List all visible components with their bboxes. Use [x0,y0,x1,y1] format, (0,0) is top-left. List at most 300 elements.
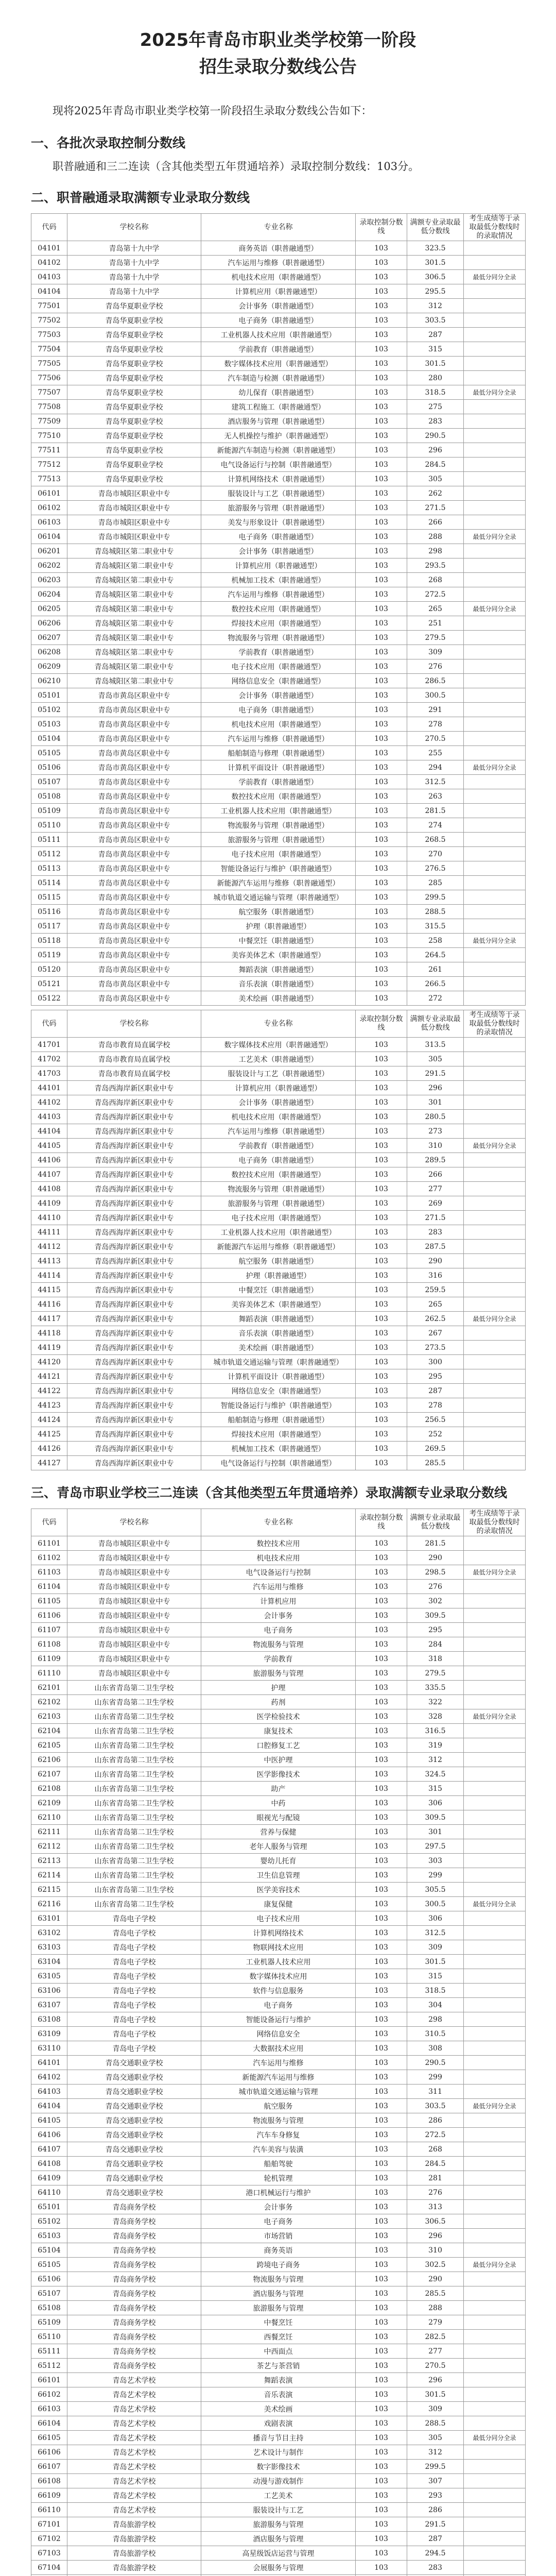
cell-min-score: 283 [407,1225,464,1240]
cell-min-score: 300.5 [407,1897,464,1911]
table-row [31,1825,526,1839]
cell-tie-rule [464,1738,526,1753]
cell-min-score: 276 [407,659,464,674]
table-row [31,2532,526,2546]
cell-school: 青岛西海岸新区职业中专 [67,1268,201,1283]
cell-min-score: 306 [407,1911,464,1926]
cell-tie-rule [464,746,526,760]
cell-school: 青岛市黄岛区职业中专 [67,962,201,977]
cell-major: 城市轨道交通运输与管理 [201,2084,356,2099]
cell-tie-rule [464,2359,526,2373]
cell-code: 44104 [31,1124,67,1139]
cell-school: 青岛西海岸新区职业中专 [67,1456,201,1470]
cell-control-line: 103 [356,847,407,861]
table-row [31,1955,526,1969]
cell-min-score: 278 [407,717,464,732]
cell-code: 44114 [31,1268,67,1283]
cell-control-line: 103 [356,1911,407,1926]
cell-tie-rule [464,1782,526,1796]
cell-min-score: 309 [407,2402,464,2416]
title-line-1: 2025年青岛市职业类学校第一阶段 [140,30,416,50]
table-row [31,1854,526,1868]
cell-school: 青岛西海岸新区职业中专 [67,1182,201,1196]
cell-major: 机电技术应用（职普融通型） [201,717,356,732]
cell-major: 汽车运用与维修 [201,2056,356,2070]
cell-min-score: 305 [407,472,464,486]
table-row [31,1652,526,1666]
cell-school: 青岛市黄岛区职业中专 [67,991,201,1006]
cell-school: 青岛第十九中学 [67,284,201,299]
cell-control-line: 103 [356,861,407,876]
cell-code: 05113 [31,861,67,876]
cell-major: 数字媒体技术应用（职普融通型） [201,357,356,371]
cell-tie-rule [464,1254,526,1268]
cell-control-line: 103 [356,1753,407,1767]
cell-major: 汽车美容与装潢 [201,2142,356,2157]
cell-code: 64106 [31,2128,67,2142]
cell-code: 65111 [31,2344,67,2359]
cell-tie-rule [464,1940,526,1955]
cell-code: 61107 [31,1623,67,1637]
table-row [31,2214,526,2229]
cell-control-line: 103 [356,1623,407,1637]
cell-tie-rule: 最低分同分全录 [464,1897,526,1911]
cell-code: 44115 [31,1283,67,1297]
cell-school: 青岛交通职业学校 [67,2142,201,2157]
header-tie-rule: 考生成绩等于录取最低分数线时的录取情况 [464,214,526,241]
cell-code: 62110 [31,1810,67,1825]
cell-code: 66108 [31,2474,67,2488]
table-row [31,1767,526,1782]
cell-control-line: 103 [356,357,407,371]
cell-tie-rule [464,1225,526,1240]
cell-tie-rule [464,1038,526,1052]
table-row [31,1940,526,1955]
cell-tie-rule [464,2056,526,2070]
cell-code: 67101 [31,2517,67,2532]
cell-code: 61108 [31,1637,67,1652]
cell-min-score: 288 [407,2301,464,2315]
cell-code: 44111 [31,1225,67,1240]
table-row [31,2099,526,2113]
cell-control-line: 103 [356,1854,407,1868]
cell-school: 青岛市黄岛区职业中专 [67,688,201,703]
cell-control-line: 103 [356,515,407,530]
cell-school: 青岛城阳区第二职业中专 [67,602,201,616]
cell-min-score: 274 [407,818,464,833]
cell-tie-rule [464,1623,526,1637]
cell-code: 41701 [31,1038,67,1052]
table-row [31,501,526,515]
cell-min-score: 309 [407,645,464,659]
cell-tie-rule [464,2402,526,2416]
cell-code: 06206 [31,616,67,631]
cell-min-score: 300.5 [407,688,464,703]
cell-major: 电子商务 [201,1998,356,2012]
cell-min-score: 281 [407,2171,464,2185]
cell-tie-rule [464,1413,526,1427]
cell-major: 美术绘画（职普融通型） [201,991,356,1006]
table-row [31,385,526,400]
cell-code: 66107 [31,2460,67,2474]
cell-school: 山东省青岛第二卫生学校 [67,1681,201,1695]
cell-major: 舞蹈表演（职普融通型） [201,962,356,977]
cell-school: 青岛西海岸新区职业中专 [67,1398,201,1413]
cell-code: 66105 [31,2431,67,2445]
cell-min-score: 286.5 [407,674,464,688]
table-row [31,861,526,876]
cell-school: 青岛市黄岛区职业中专 [67,833,201,847]
cell-control-line: 103 [356,1551,407,1565]
cell-school: 青岛城阳区第二职业中专 [67,587,201,602]
cell-major: 物流服务与管理 [201,2113,356,2128]
cell-code: 64110 [31,2185,67,2200]
table-header-row [31,1509,526,1536]
cell-min-score: 310 [407,2243,464,2258]
cell-school: 青岛市城阳区职业中专 [67,1551,201,1565]
cell-control-line: 103 [356,746,407,760]
table-row [31,1810,526,1825]
cell-tie-rule [464,1398,526,1413]
cell-min-score: 315.5 [407,919,464,934]
cell-tie-rule [464,688,526,703]
cell-major: 服装设计与工艺 [201,2503,356,2517]
table-row [31,1052,526,1066]
table-row [31,284,526,299]
cell-major: 智能设备运行与维护（职普融通型） [201,1398,356,1413]
cell-control-line: 103 [356,1955,407,1969]
cell-code: 44124 [31,1413,67,1427]
cell-tie-rule [464,2214,526,2229]
table-row [31,328,526,342]
cell-tie-rule [464,616,526,631]
cell-school: 青岛旅游学校 [67,2517,201,2532]
cell-min-score: 287.5 [407,1240,464,1254]
cell-control-line: 103 [356,645,407,659]
cell-min-score: 291 [407,703,464,717]
cell-major: 计算机应用 [201,1594,356,1608]
cell-control-line: 103 [356,1326,407,1341]
cell-code: 44118 [31,1326,67,1341]
cell-tie-rule [464,732,526,746]
cell-major: 物流服务与管理（职普融通型） [201,631,356,645]
table-row [31,2142,526,2157]
cell-min-score: 276 [407,1580,464,1594]
cell-tie-rule [464,241,526,256]
cell-code: 62116 [31,1897,67,1911]
cell-code: 44102 [31,1095,67,1110]
cell-major: 物流服务与管理（职普融通型） [201,1182,356,1196]
cell-code: 05101 [31,688,67,703]
cell-major: 音乐表演 [201,2387,356,2402]
cell-school: 青岛市城阳区职业中专 [67,1652,201,1666]
cell-school: 青岛交通职业学校 [67,2157,201,2171]
cell-school: 青岛商务学校 [67,2214,201,2229]
cell-code: 05122 [31,991,67,1006]
table-row [31,1608,526,1623]
table-row [31,847,526,861]
cell-control-line: 103 [356,1883,407,1897]
cell-major: 新能源汽车运用与维修（职普融通型） [201,876,356,890]
cell-tie-rule [464,486,526,501]
cell-school: 青岛城阳区第二职业中专 [67,558,201,573]
cell-major: 美容美体艺术（职普融通型） [201,948,356,962]
cell-tie-rule: 最低分同分全录 [464,1139,526,1153]
cell-school: 青岛市城阳区职业中专 [67,1565,201,1580]
cell-major: 物流服务与管理 [201,1637,356,1652]
cell-tie-rule [464,2041,526,2056]
cell-code: 44127 [31,1456,67,1470]
cell-code: 44121 [31,1369,67,1384]
cell-min-score: 284 [407,1637,464,1652]
table-row [31,645,526,659]
cell-tie-rule [464,2084,526,2099]
cell-major: 数控技术应用（职普融通型） [201,789,356,804]
cell-min-score: 301 [407,1825,464,1839]
table-row [31,1724,526,1738]
table-row [31,1268,526,1283]
cell-code: 44103 [31,1110,67,1124]
table-1-body [31,241,526,1006]
header-school: 学校名称 [67,1010,201,1038]
table-row [31,2561,526,2575]
cell-major: 艺术设计与制作 [201,2445,356,2460]
cell-control-line: 103 [356,2503,407,2517]
cell-code: 44122 [31,1384,67,1398]
cell-min-score: 271.5 [407,1211,464,1225]
cell-code: 44107 [31,1167,67,1182]
cell-min-score: 318 [407,1652,464,1666]
cell-tie-rule [464,2128,526,2142]
cell-school: 青岛电子学校 [67,2012,201,2027]
table-row [31,2200,526,2214]
cell-major: 数控技术应用（职普融通型） [201,602,356,616]
cell-code: 66101 [31,2373,67,2387]
cell-major: 舞蹈表演（职普融通型） [201,1312,356,1326]
cell-min-score: 290 [407,2272,464,2286]
cell-code: 77503 [31,328,67,342]
cell-tie-rule [464,1854,526,1868]
cell-min-score: 269 [407,1196,464,1211]
cell-tie-rule [464,2200,526,2214]
cell-control-line: 103 [356,2214,407,2229]
cell-tie-rule: 最低分同分全录 [464,2099,526,2113]
cell-school: 青岛市黄岛区职业中专 [67,847,201,861]
cell-code: 05110 [31,818,67,833]
table-row [31,659,526,674]
cell-school: 青岛市黄岛区职业中专 [67,789,201,804]
cell-major: 电子商务 [201,2214,356,2229]
cell-tie-rule [464,1442,526,1456]
cell-tie-rule [464,371,526,385]
cell-code: 06103 [31,515,67,530]
cell-code: 04104 [31,284,67,299]
cell-school: 青岛西海岸新区职业中专 [67,1369,201,1384]
cell-major: 音乐表演（职普融通型） [201,1326,356,1341]
table-row [31,1442,526,1456]
cell-major: 电子技术应用（职普融通型） [201,659,356,674]
cell-major: 美术绘画（职普融通型） [201,1341,356,1355]
cell-code: 06104 [31,530,67,544]
cell-min-score: 312 [407,1753,464,1767]
cell-school: 青岛西海岸新区职业中专 [67,1326,201,1341]
cell-tie-rule [464,2157,526,2171]
section-1-text: 职普融通和三二连读（含其他类型五年贯通培养）录取控制分数线：103分。 [53,160,420,173]
table-row [31,674,526,688]
cell-major: 电子商务（职普融通型） [201,313,356,328]
cell-tie-rule [464,1167,526,1182]
cell-major: 会展服务与管理 [201,2561,356,2575]
table-row [31,1738,526,1753]
cell-min-score: 286 [407,2113,464,2128]
cell-code: 05111 [31,833,67,847]
cell-school: 青岛电子学校 [67,1911,201,1926]
cell-min-score: 267 [407,1326,464,1341]
table-header-row [31,214,526,241]
cell-control-line: 103 [356,2084,407,2099]
table-row [31,2445,526,2460]
cell-control-line: 103 [356,1652,407,1666]
cell-control-line: 103 [356,818,407,833]
cell-control-line: 103 [356,934,407,948]
cell-control-line: 103 [356,256,407,270]
cell-school: 青岛市城阳区职业中专 [67,486,201,501]
cell-school: 青岛市黄岛区职业中专 [67,804,201,818]
cell-tie-rule [464,991,526,1006]
cell-control-line: 103 [356,1110,407,1124]
cell-major: 汽车制造与检测（职普融通型） [201,371,356,385]
cell-code: 62105 [31,1738,67,1753]
cell-school: 山东省青岛第二卫生学校 [67,1839,201,1854]
cell-control-line: 103 [356,1427,407,1442]
cell-control-line: 103 [356,1926,407,1940]
cell-major: 电子技术应用 [201,1911,356,1926]
cell-code: 44106 [31,1153,67,1167]
cell-school: 山东省青岛第二卫生学校 [67,1883,201,1897]
cell-code: 05115 [31,890,67,905]
cell-major: 大数据技术应用 [201,2041,356,2056]
cell-control-line: 103 [356,486,407,501]
cell-control-line: 103 [356,429,407,443]
cell-control-line: 103 [356,602,407,616]
cell-school: 青岛西海岸新区职业中专 [67,1355,201,1369]
cell-school: 青岛华夏职业学校 [67,385,201,400]
cell-min-score: 295 [407,1623,464,1637]
cell-min-score: 313 [407,2200,464,2214]
cell-school: 青岛华夏职业学校 [67,371,201,385]
cell-min-score: 303.5 [407,2099,464,2113]
cell-control-line: 103 [356,717,407,732]
cell-tie-rule [464,674,526,688]
cell-code: 62101 [31,1681,67,1695]
cell-major: 汽车运用与维修 [201,1580,356,1594]
table-row [31,2272,526,2286]
cell-min-score: 307 [407,2474,464,2488]
cell-school: 青岛华夏职业学校 [67,443,201,457]
cell-min-score: 265 [407,1297,464,1312]
cell-tie-rule [464,2301,526,2315]
cell-major: 助产 [201,1782,356,1796]
cell-tie-rule [464,1052,526,1066]
cell-code: 05107 [31,775,67,789]
table-row [31,1796,526,1810]
cell-min-score: 309.5 [407,1608,464,1623]
cell-tie-rule [464,2229,526,2243]
table-row [31,1666,526,1681]
cell-min-score: 262.5 [407,1312,464,1326]
table-row [31,472,526,486]
cell-major: 会计事务 [201,2200,356,2214]
cell-major: 学前教育（职普融通型） [201,645,356,659]
cell-tie-rule [464,544,526,558]
cell-control-line: 103 [356,414,407,429]
cell-min-score: 259.5 [407,1283,464,1297]
cell-min-score: 297.5 [407,1839,464,1854]
cell-control-line: 103 [356,313,407,328]
table-row [31,1297,526,1312]
cell-tie-rule [464,1153,526,1167]
table-row [31,1182,526,1196]
cell-tie-rule [464,1066,526,1081]
cell-code: 06203 [31,573,67,587]
table-row [31,2330,526,2344]
cell-control-line: 103 [356,2344,407,2359]
cell-min-score: 262 [407,486,464,501]
cell-code: 06207 [31,631,67,645]
cell-school: 青岛市黄岛区职业中专 [67,703,201,717]
cell-tie-rule [464,789,526,804]
cell-tie-rule [464,1456,526,1470]
cell-code: 61103 [31,1565,67,1580]
cell-control-line: 103 [356,1052,407,1066]
cell-major: 电气设备运行与控制（职普融通型） [201,457,356,472]
cell-code: 44119 [31,1341,67,1355]
cell-control-line: 103 [356,1211,407,1225]
cell-school: 青岛市黄岛区职业中专 [67,890,201,905]
cell-min-score: 312.5 [407,1926,464,1940]
cell-code: 06209 [31,659,67,674]
cell-min-score: 283 [407,414,464,429]
cell-major: 数字媒体技术应用（职普融通型） [201,1038,356,1052]
cell-school: 青岛交通职业学校 [67,2171,201,2185]
cell-control-line: 103 [356,2359,407,2373]
cell-code: 62114 [31,1868,67,1883]
table-row [31,544,526,558]
cell-control-line: 103 [356,703,407,717]
cell-major: 康复保健 [201,1897,356,1911]
table-row [31,357,526,371]
cell-major: 汽车车身修复 [201,2128,356,2142]
cell-min-score: 268.5 [407,833,464,847]
cell-tie-rule [464,645,526,659]
cell-tie-rule [464,429,526,443]
cell-school: 青岛华夏职业学校 [67,457,201,472]
cell-major: 酒店服务与管理 [201,2286,356,2301]
cell-tie-rule: 最低分同分全录 [464,934,526,948]
cell-tie-rule [464,1998,526,2012]
cell-control-line: 103 [356,2431,407,2445]
table-row [31,602,526,616]
cell-min-score: 266 [407,1167,464,1182]
cell-major: 舞蹈表演 [201,2373,356,2387]
cell-control-line: 103 [356,371,407,385]
cell-min-score: 295.5 [407,284,464,299]
cell-tie-rule [464,1911,526,1926]
cell-min-score: 301.5 [407,1955,464,1969]
cell-code: 63102 [31,1926,67,1940]
table-row [31,1998,526,2012]
header-min-score: 满额专业录取最低分数线 [407,1509,464,1536]
